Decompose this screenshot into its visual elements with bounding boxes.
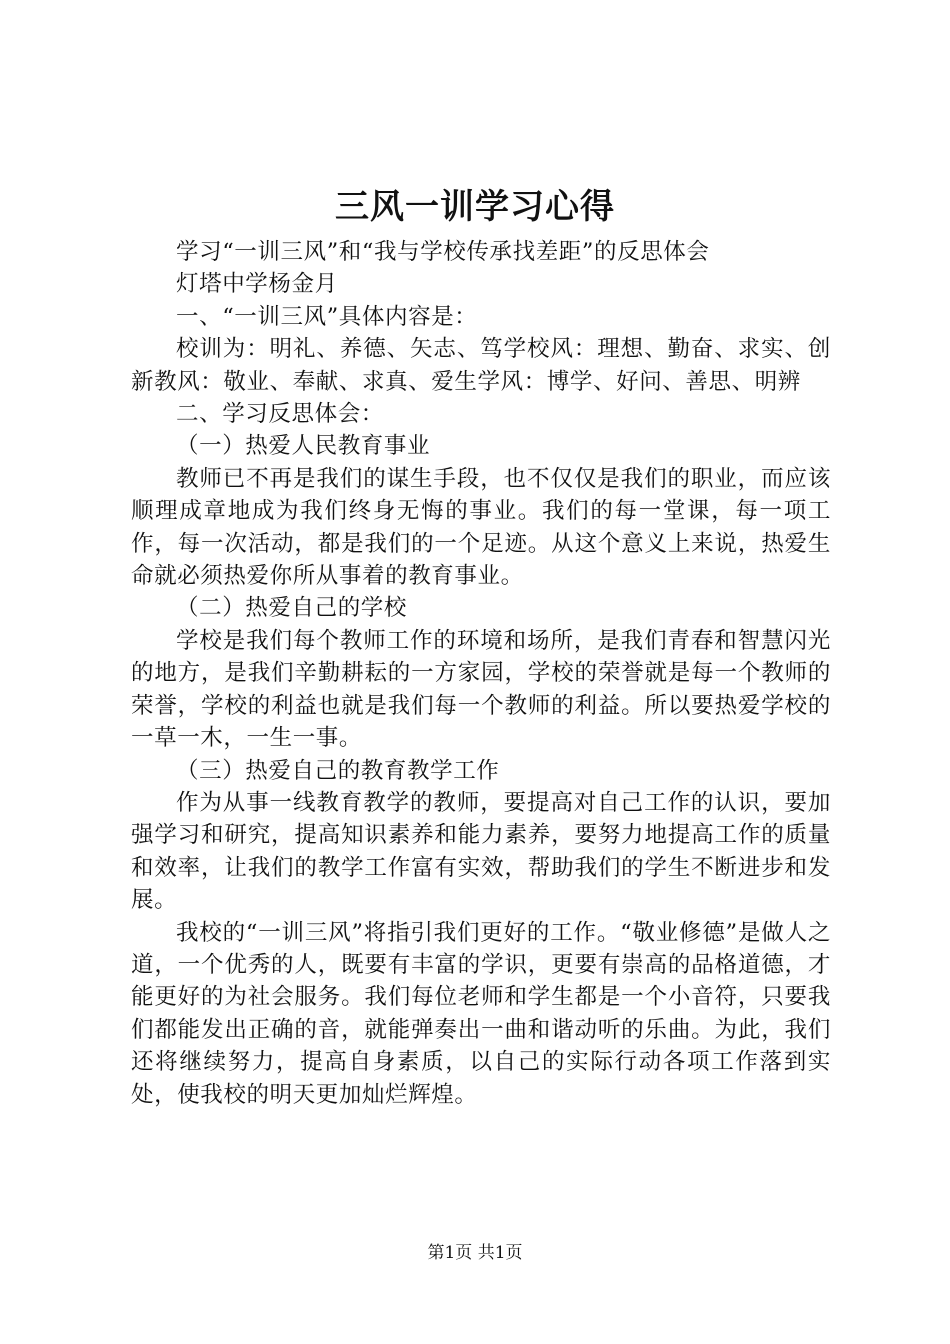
- body-paragraph: 作为从事一线教育教学的教师，要提高对自己工作的认识，要加强学习和研究，提高知识素养和能力素养，要努力地提高工作的质量和效率，让我们的教学工作富有实效，帮助我们的学生不断进步和发展。: [131, 789, 831, 914]
- subtitle-paragraph: 学习“一训三风”和“我与学校传承找差距”的反思体会: [176, 239, 710, 265]
- section-heading: 二、学习反思体会：: [176, 401, 384, 428]
- body-paragraph: 学校是我们每个教师工作的环境和场所，是我们青春和智慧闪光的地方，是我们辛勤耕耘的一方家园，学校的荣誉就是每一个教师的荣誉，学校的利益也就是我们每一个教师的利益。所以要热爱学校的一草一木，一生一事。: [131, 627, 831, 752]
- page-title: 三风一训学习心得: [335, 187, 615, 227]
- subsection-heading: （三）热爱自己的教育教学工作: [176, 757, 500, 784]
- author-line: 灯塔中学杨金月: [176, 271, 338, 298]
- subsection-heading: （二）热爱自己的学校: [176, 595, 408, 622]
- subsection-heading: （一）热爱人民教育事业: [176, 433, 431, 460]
- section-heading: 一、“一训三风”具体内容是：: [176, 303, 478, 330]
- document-body: [131, 236, 831, 1111]
- closing-paragraph: 我校的“一训三风”将指引我们更好的工作。“敬业修德”是做人之道，一个优秀的人，既要有丰富的学识，更要有崇高的品格道德，才能更好的为社会服务。我们每位老师和学生都是一个小音符，只要我们都能发出正确的音，就能弹奏出一曲和谐动听的乐曲。为此，我们还将继续努力，提高自身素质，以自己的实际行动各项工作落到实处，使我校的明天更加灿烂辉煌。: [131, 919, 831, 1108]
- page-number-footer: 第1页 共1页: [427, 1243, 523, 1263]
- body-paragraph: 教师已不再是我们的谋生手段，也不仅仅是我们的职业，而应该顺理成章地成为我们终身无悔的事业。我们的每一堂课，每一项工作，每一次活动，都是我们的一个足迹。从这个意义上来说，热爱生命就必须热爱你所从事着的教育事业。: [131, 465, 831, 590]
- motto-content-paragraph: 校训为：明礼、养德、矢志、笃学校风：理想、勤奋、求实、创新教风：敬业、奉献、求真、爱生学风：博学、好问、善思、明辨: [131, 336, 831, 395]
